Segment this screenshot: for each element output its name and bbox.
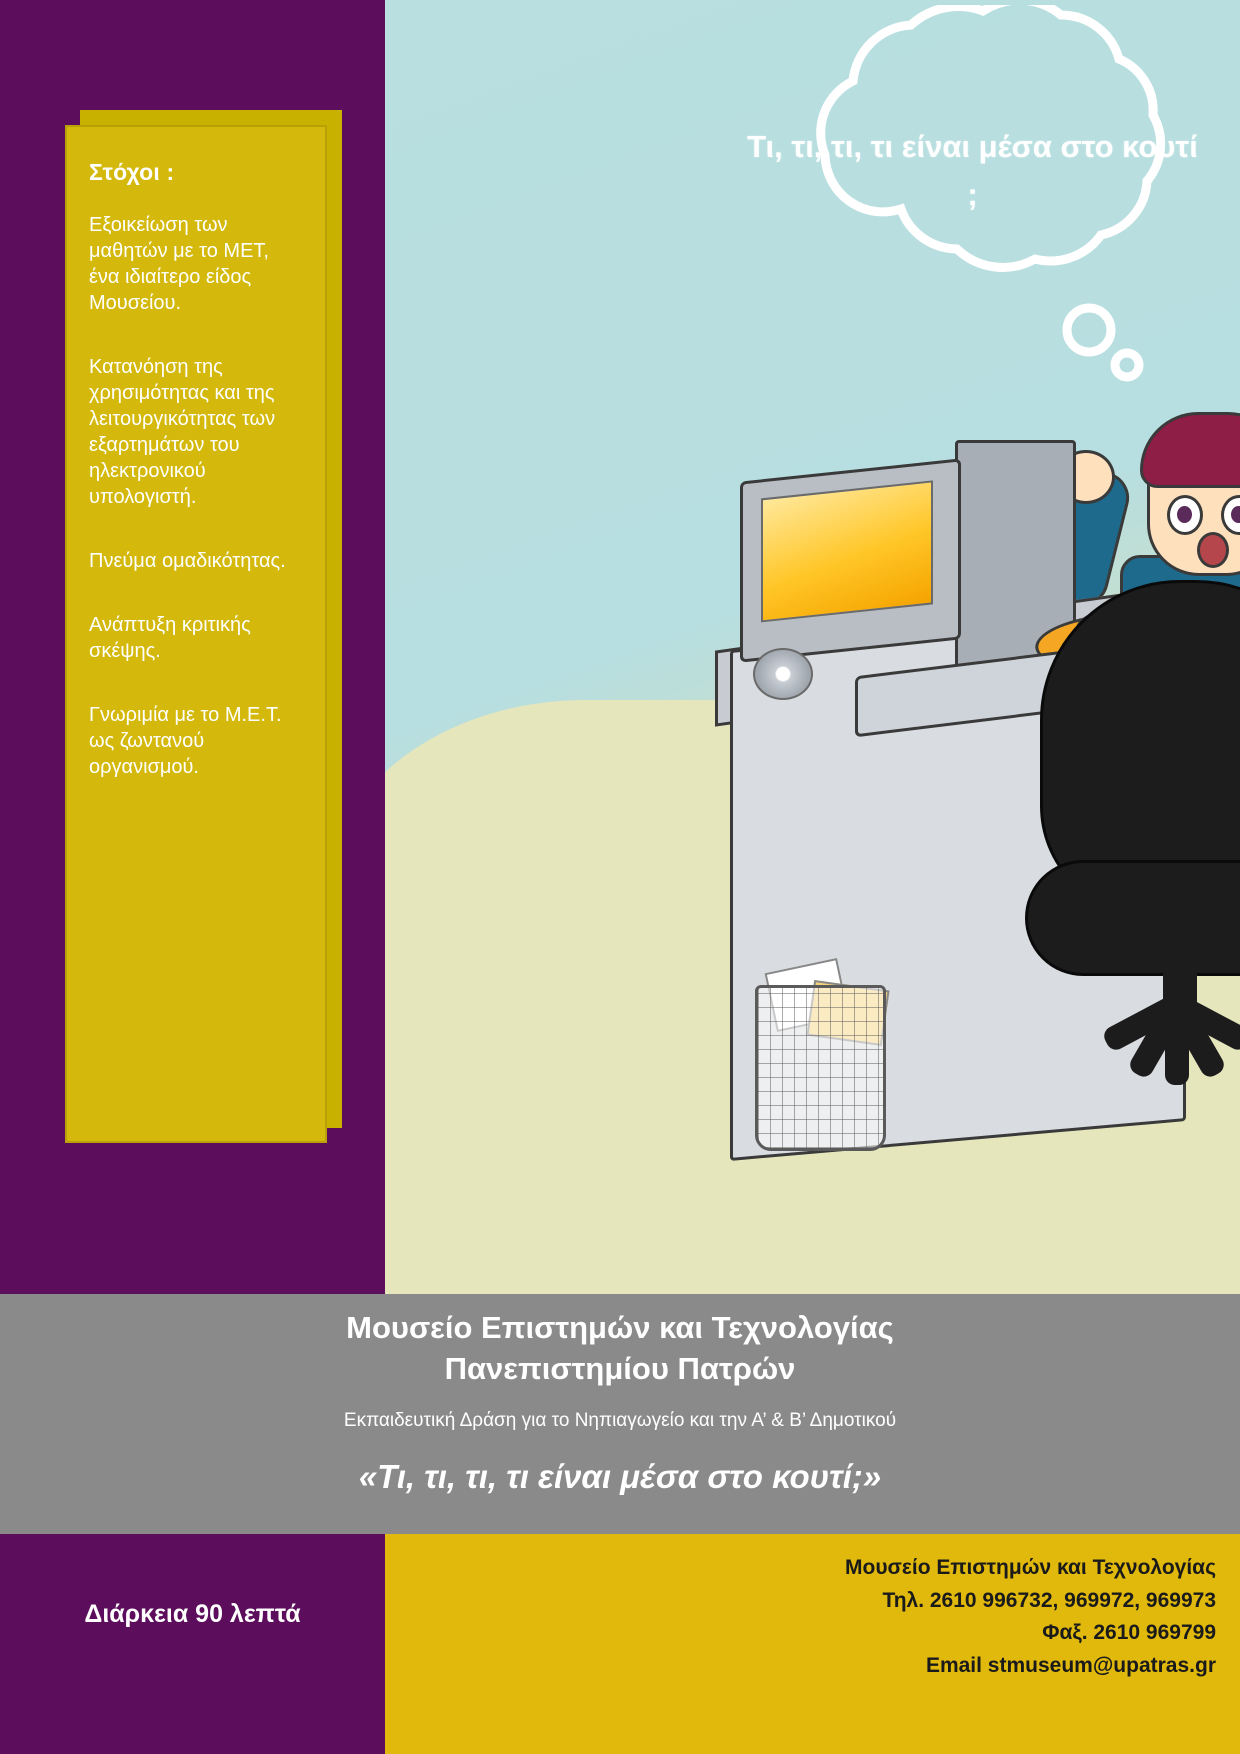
contact-line: Μουσείο Επιστημών και Τεχνολογίας — [845, 1556, 1216, 1579]
computer-monitor-icon — [740, 458, 961, 662]
duration-label: Διάρκεια 90 λεπτά — [84, 1600, 301, 1628]
monitor-screen-shape — [761, 480, 933, 622]
footer-left-purple — [0, 1534, 385, 1754]
chair-legs-shape — [1075, 1005, 1240, 1100]
contact-line: Τηλ. 2610 996732, 969972, 969973 — [882, 1588, 1216, 1612]
thought-bubble — [745, 5, 1200, 390]
banner-subtitle: Εκπαιδευτική Δράση για το Νηπιαγωγείο και την Α’ & Β’ Δημοτικού — [343, 1409, 897, 1431]
illustration-scene — [385, 0, 1240, 1294]
banner-title — [0, 1294, 1240, 1390]
thought-bubble-text: Τι, τι, τι, τι είναι μέσα στο κουτί ; — [747, 129, 1198, 213]
waste-bin-icon — [755, 985, 886, 1151]
contact-line-email[interactable]: Email stmuseum@upatras.gr — [925, 1653, 1216, 1677]
goal-item: Γνωριμία με το Μ.Ε.Τ. ως ζωντανού οργανισμού. — [89, 704, 282, 778]
goal-item: Ανάπτυξη κριτικής σκέψης. — [89, 614, 251, 662]
cd-disc-icon — [753, 648, 813, 700]
contact-line: Φαξ. 2610 969799 — [1042, 1621, 1216, 1645]
banner-band — [0, 1294, 1240, 1534]
goal-item: Πνεύμα ομαδικότητας. — [89, 550, 286, 572]
boy-eye-left-shape — [1167, 495, 1203, 535]
boy-mouth-shape — [1197, 532, 1229, 568]
goals-title: Στόχοι : — [89, 159, 175, 185]
contact-info — [576, 1552, 1216, 1682]
chair-seat-shape — [1025, 860, 1240, 976]
goals-box — [65, 125, 327, 1143]
banner-title-line2: Πανεπιστημίου Πατρών — [444, 1350, 796, 1386]
banner-slogan: «Τι, τι, τι, τι είναι μέσα στο κουτί;» — [358, 1457, 882, 1495]
boy-hair-shape — [1140, 412, 1240, 488]
goal-item: Κατανόηση της χρησιμότητας και της λειτουργικότητας των εξαρτημάτων του ηλεκτρονικού υπολογιστή. — [89, 356, 276, 508]
banner-title-line1: Μουσείο Επιστημών και Τεχνολογίας — [346, 1310, 894, 1345]
footer-band — [0, 1534, 1240, 1754]
goal-item: Εξοικείωση των μαθητών με το ΜΕΤ, ένα ιδιαίτερο είδος Μουσείου. — [89, 214, 269, 314]
